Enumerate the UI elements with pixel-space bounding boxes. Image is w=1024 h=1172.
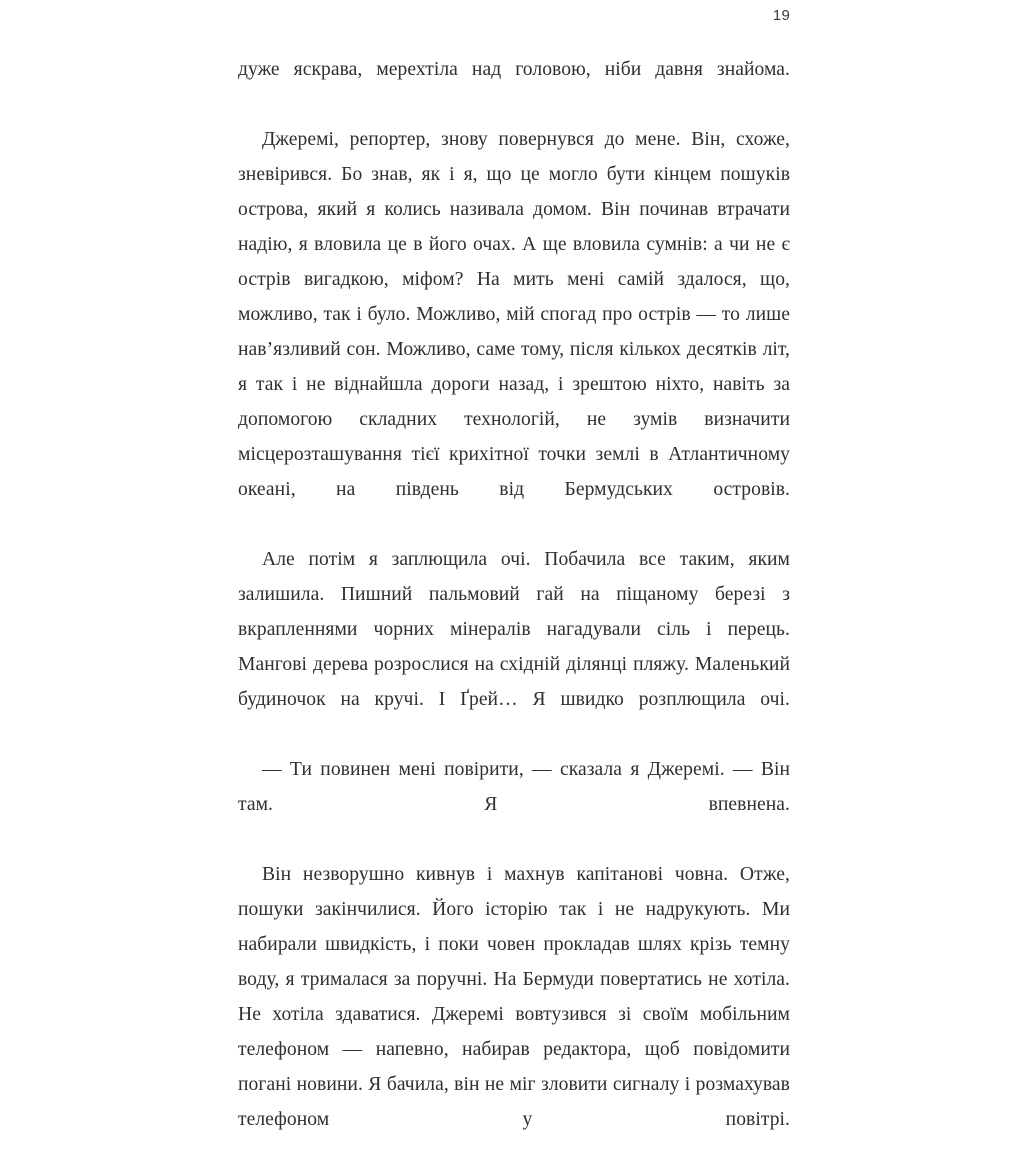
paragraph: Він незворушно кивнув і махнув капітанові човна. Отже, пошуки закінчилися. Його історію так і не надрукують. Ми набирали швидкість, і поки човен прокладав шлях крізь темну воду, я трималася за поручні. На Бермуди повертатись не хотіла. Не хотіла здаватися. Джеремі вовтузився зі своїм мобільним телефоном — напевно, набирав редактора, щоб повідомити погані новини. Я бачила, він не міг зловити сигналу і розмахував телефоном у повітрі. xyxy=(238,864,790,1130)
paragraph: Джеремі, репортер, знову повернувся до мене. Він, схоже, зневірився. Бо знав, як і я, що це могло бути кінцем пошуків острова, який я колись називала домом. Він починав втрачати надію, я вловила це в його очах. А ще вловила сумнів: а чи не є острів вигадкою, міфом? На мить мені самій здалося, що, можливо, так і було. Можливо, мій спогад про острів — то лише нав’язливий сон. Можливо, саме тому, після кількох десятків літ, я так і не віднайшла дороги назад, і зрештою ніхто, навіть за допомогою складних технологій, не зумів визначити місцерозташування тієї крихітної точки землі в Атлантичному океані, на південь від Бермудських островів. xyxy=(238,129,790,500)
page-number: 19 xyxy=(772,7,790,24)
text-block xyxy=(238,52,790,1172)
paragraph: дуже яскрава, мерехтіла над головою, ніби давня знайома. xyxy=(238,59,790,80)
paragraph-dialogue: — Ти повинен мені повірити, — сказала я Джеремі. — Він там. Я впевнена. xyxy=(238,759,790,815)
paragraph: Але потім я заплющила очі. Побачила все таким, яким залишила. Пишний пальмовий гай на піщаному березі з вкрапленнями чорних мінералів нагадували сіль і перець. Мангові дерева розрослися на східній ділянці пляжу. Маленький будиночок на кручі. І Ґрей… Я швидко розплющила очі. xyxy=(238,549,790,710)
